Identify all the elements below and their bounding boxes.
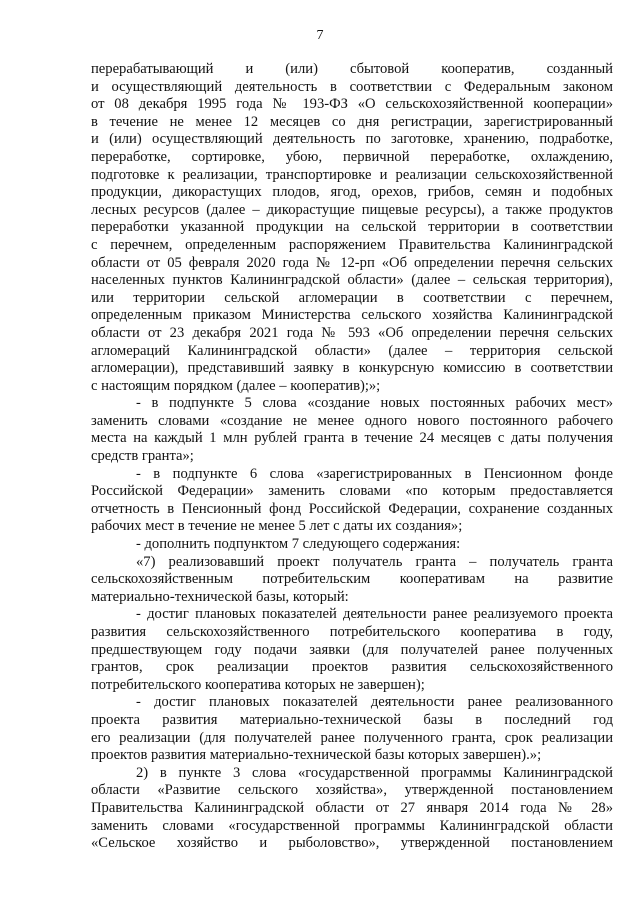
- text-line: места на каждый 1 млн рублей гранта в течение 24 месяцев с даты получения: [91, 430, 613, 447]
- text-line: материально-технической базы, который:: [91, 588, 349, 605]
- text-line: в течение не менее 12 месяцев со дня регистрации, зарегистрированный: [91, 113, 613, 130]
- text-line: рабочих мест в течение не менее 5 лет с даты их создания»;: [91, 518, 463, 535]
- text-line: сельскохозяйственным потребительским кооперативам на развитие: [91, 571, 613, 588]
- paragraph: [91, 606, 613, 694]
- text-line: средств гранта»;: [91, 448, 194, 465]
- text-line: переработке, сортировке, убою, первичной переработке, охлаждению,: [91, 148, 613, 165]
- text-line: Правительства Калининградской области от 27 января 2014 года № 28»: [91, 799, 613, 816]
- text-line: проекта развития материально-технической базы в последний год: [91, 711, 613, 728]
- text-line: от 08 декабря 1995 года № 193-ФЗ «О сельскохозяйственной кооперации»: [91, 96, 613, 113]
- text-line: и (или) осуществляющий деятельность по заготовке, хранению, подработке,: [91, 131, 613, 148]
- text-line: лесных ресурсов (далее – дикорастущие пищевые ресурсы), а также продуктов: [91, 201, 613, 218]
- text-line: проектов развития материально-технической базы которых завершен).»;: [91, 747, 542, 764]
- text-line: - достиг плановых показателей деятельности ранее реализуемого проекта: [136, 606, 613, 623]
- text-line: агломераций Калининградской области» (далее – территория сельской: [91, 342, 613, 359]
- text-line: с перечнем, определенным распоряжением Правительства Калининградской: [91, 236, 613, 253]
- text-line: продукции, дикорастущих плодов, ягод, орехов, грибов, семян и подобных: [91, 184, 613, 201]
- text-line: области «Развитие сельского хозяйства», утвержденной постановлением: [91, 782, 613, 799]
- text-line: с настоящим порядком (далее – кооператив);»;: [91, 377, 381, 394]
- paragraph: [91, 395, 613, 465]
- paragraph: [91, 61, 613, 395]
- paragraph: [91, 765, 613, 853]
- text-line: «Сельское хозяйство и рыболовство», утвержденной постановлением: [91, 835, 613, 852]
- text-line: подготовке к реализации, транспортировке и реализации сельскохозяйственной: [91, 166, 613, 183]
- page-number: 7: [316, 28, 324, 43]
- text-line: грантов, срок реализации проектов развития сельскохозяйственного: [91, 659, 613, 676]
- paragraph: [91, 694, 613, 764]
- text-line: агломерации), представивший заявку в конкурсную комиссию в соответствии: [91, 360, 613, 377]
- text-line: перерабатывающий и (или) сбытовой кооператив, созданный: [91, 61, 613, 77]
- text-line: - в подпункте 6 слова «зарегистрированных в Пенсионном фонде: [136, 465, 613, 482]
- text-line: «7) реализовавший проект получатель гранта – получатель гранта: [136, 553, 613, 570]
- text-line: области от 05 февраля 2020 года № 12-рп «Об определении перечня сельских: [91, 254, 613, 271]
- text-line: и осуществляющий деятельность в соответствии с Федеральным законом: [91, 78, 613, 95]
- text-line: Российской Федерации» заменить словами «по которым предоставляется: [91, 483, 613, 500]
- text-line: - достиг плановых показателей деятельности ранее реализованного: [136, 694, 613, 711]
- text-line: или территории сельской агломерации в соответствии с перечнем,: [91, 289, 613, 306]
- paragraph: [91, 554, 613, 607]
- document-body: [91, 61, 613, 853]
- paragraph: [91, 466, 613, 536]
- text-line: переработки указанной продукции на сельской территории в соответствии: [91, 219, 613, 236]
- text-line: - в подпункте 5 слова «создание новых постоянных рабочих мест»: [136, 395, 613, 412]
- text-line: потребительского кооператива которых не завершен);: [91, 676, 425, 693]
- text-line: населенных пунктов Калининградской области» (далее – сельская территория),: [91, 272, 613, 289]
- text-line: предшествующем году подачи заявки (для получателей ранее полученных: [91, 641, 613, 658]
- text-line: определенным приказом Министерства сельского хозяйства Калининградской: [91, 307, 613, 324]
- text-line: области от 23 декабря 2021 года № 593 «Об определении перечня сельских: [91, 324, 613, 341]
- text-line: заменить словами «создание не менее одного нового постоянного рабочего: [91, 412, 613, 429]
- text-line: отчетность в Пенсионный фонд Российской Федерации, сохранение созданных: [91, 500, 613, 517]
- paragraph: [91, 536, 613, 554]
- text-line: заменить словами «государственной программы Калининградской области: [91, 817, 613, 834]
- text-line: развития сельскохозяйственного потребительского кооператива в году,: [91, 624, 613, 640]
- text-line: его реализации (для получателей ранее полученного гранта, срок реализации: [91, 729, 613, 746]
- text-line: 2) в пункте 3 слова «государственной программы Калининградской: [136, 764, 613, 781]
- text-line: - дополнить подпунктом 7 следующего содержания:: [136, 536, 461, 553]
